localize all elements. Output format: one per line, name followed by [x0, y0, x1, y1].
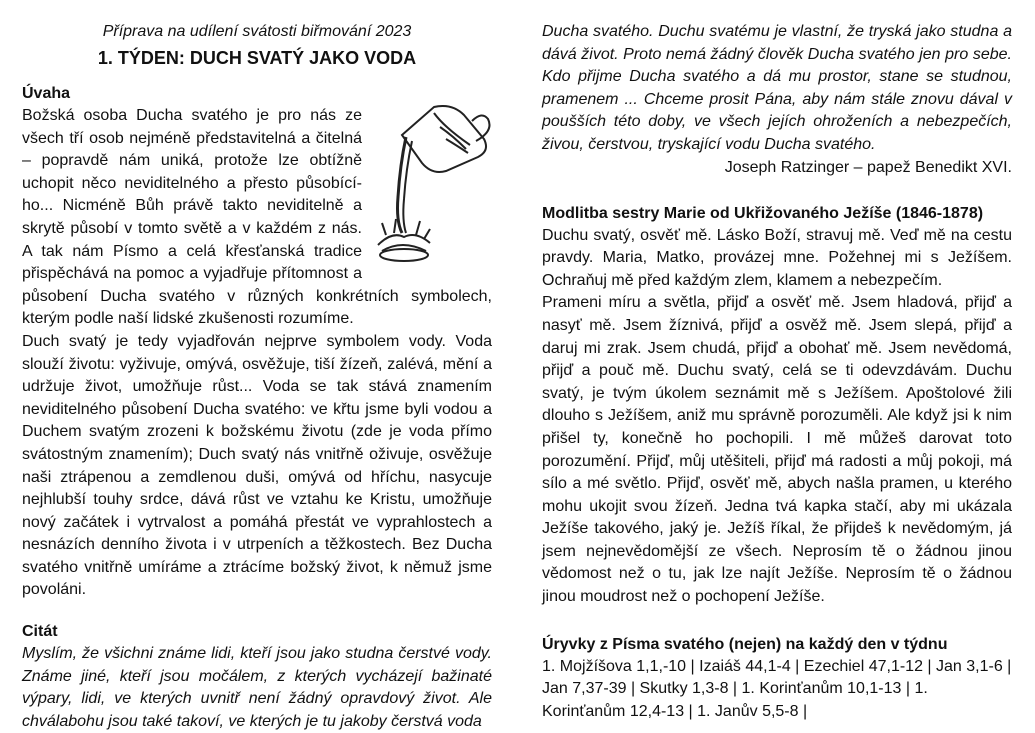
citat-heading: Citát	[22, 623, 58, 641]
citat-text-right: Ducha svatého. Duchu svatému je vlastní, že tryská jako studna a dává život. Proto nemá žádný člověk Ducha svatého jen pro sebe. Kdo přijme Ducha svatého a dá mu prostor, stane se studnou, pramenem ... Chceme prosit Pána, aby nám stále znovu dával v poušších této doby, ve všech jejích ohroženích a nebezpečích, živou, čerstvou, tryskající vodu Ducha svatého.	[542, 23, 1012, 153]
uvaha-paragraph-2: Duch svatý je tedy vyjadřován nejprve symbolem vody. Voda slouží životu: vyživuje, omývá, osvěžuje, tiší žízeň, zalévá, mění a udržuje život, umožňuje růst... Voda se tak stává znamením neviditelného působení Ducha svatého: ve křtu jsme byli vodou a Duchem svatým zrozeni k božskému životu (zde je voda přímo svátostným znamením); Duch svatý nás vnitřně oživuje, osvěžuje naši ztrápenou a zemdlenou duši, omývá od hříchu, nasycuje nejhlubší touhy srdce, dává růst ve vztahu ke Kristu, umožňuje nový začátek i vytrvalost a pomáhá přestát ve vyprahlostech a nesnázích denního života i v utrpeních a těžkostech. Bez Ducha svatého vnitřně umíráme a ztrácíme božský život, k němuž jsme povoláni.	[22, 332, 492, 599]
page-title: 1. TÝDEN: DUCH SVATÝ JAKO VODA	[97, 48, 417, 68]
uryvky-text: 1. Mojžíšova 1,1,-10 | Izaiáš 44,1-4 | Ezechiel 47,1-12 | Jan 3,1-6 | Jan 7,37-39 | Skutky 1,3-8 | 1. Korinťanům 10,1-13 | 1. Korinťanům 12,4-13 | 1. Janův 5,5-8 |	[542, 657, 1012, 720]
modlitba-paragraph-1: Duchu svatý, osvěť mě. Lásko Boží, stravuj mě. Veď mě na cestu pravdy. Maria, Matko, provázej mne. Požehnej mi s Ježíšem. Ochraňuj mě před každým zlem, klamem a nebezpečím.	[542, 226, 1012, 289]
citat-author: Joseph Ratzinger – papež Benedikt XVI.	[724, 158, 1012, 176]
uvaha-heading: Úvaha	[22, 85, 71, 102]
left-column	[22, 0, 492, 733]
uvaha-paragraph-1: Božská osoba Ducha svatého je pro nás ze všech tří osob nejméně představitelná a čitelná – popravdě nám uniká, protože lze obtížně uchopit něco neviditelného a přesto působící-ho... Nicméně Bůh právě takto neviditelně a skrytě působí v tomto světě a v každém z nás. A tak nám Písmo a celá křesťanská tradice přispěchává na pomoc a vyjadřuje přítomnost a působení Ducha svatého v různých konkrétních symbolech, kterým podle naší lidské zkušenosti rozumíme.	[22, 107, 492, 328]
page-subtitle: Příprava na udílení svátosti biřmování 2023	[102, 23, 412, 40]
modlitba-heading: Modlitba sestry Marie od Ukřižovaného Ježíše (1846-1878)	[542, 204, 984, 222]
pouring-jug-icon	[372, 105, 492, 265]
right-column	[542, 0, 1012, 723]
uryvky-heading: Úryvky z Písma svatého (nejen) na každý den v týdnu	[542, 635, 948, 653]
citat-text-left: Myslím, že všichni známe lidi, kteří jsou jako studna čerstvé vody. Známe jiné, kteří jsou močálem, z kterých vycházejí bažinaté výpary, lidi, ve kterých uvnitř není žádný opravdový život. Ale chválabohu jsou také takoví, ve kterých je tu jakoby čerstvá voda	[22, 645, 492, 730]
modlitba-paragraph-2: Prameni míru a světla, přijď a osvěť mě. Jsem hladová, přijď a nasyť mě. Jsem žíznivá, přijď a osvěž mě. Jsem slepá, přijď a daruj mi zrak. Jsem chudá, přijď a obohať mě. Jsem nevědomá, přijď a pouč mě. Duchu svatý, celá se ti odevzdávám. Duchu svatý, je tvým úkolem seznámit mě s Ježíšem. Apoštolové žili dlouho s Ježíšem, aniž mu správně porozuměli. Ale když jsi k nim přišel ty, konečně ho pochopili. I mě můžeš darovat toto porozumění. Přijď, můj utěšiteli, přijď má radosti a můj pokoji, má sílo a mé světlo. Přijď, osvěť mě, abych našla pramen, u kterého mohu ukojit svou žízeň. Jedna tvá kapka stačí, aby mi ukázala Ježíše takového, jaký je. Ježíš říkal, že přijdeš k nevědomým, já jsem nejnevědomější ze všech. Neprosím tě o žádnou jinou vědomost než o tu, jak lze najít Ježíše. Neprosím tě o žádnou jinou moudrost než o pochopení Ježíše.	[542, 294, 1012, 606]
